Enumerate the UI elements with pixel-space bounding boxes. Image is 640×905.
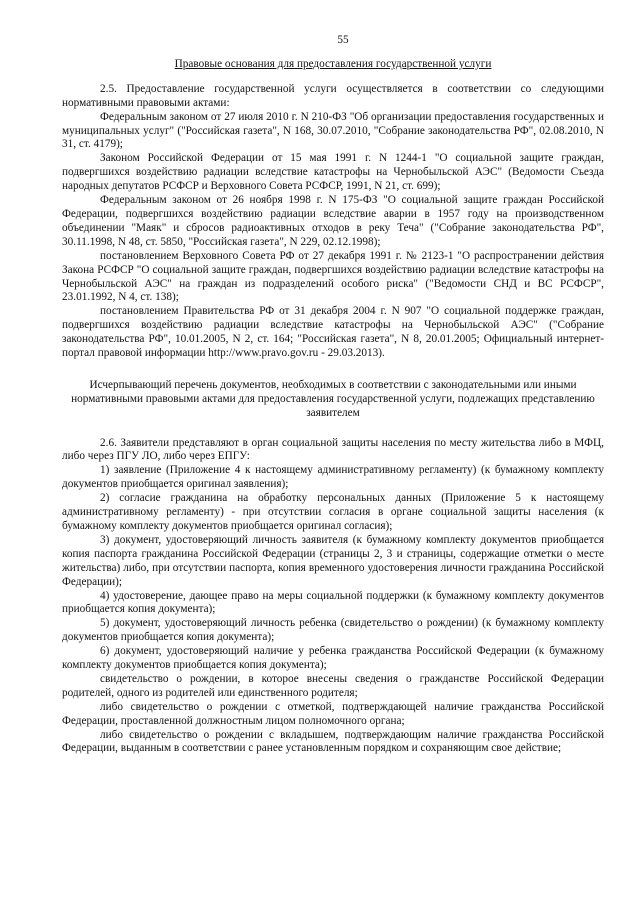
paragraph-birth-certificate-1: свидетельство о рождении, в которое внесены сведения о гражданстве Российской Федерации родителей, одного из родителей или единственного родителя; <box>62 672 604 699</box>
list-item-6: 6) документ, удостоверяющий наличие у ребенка гражданства Российской Федерации (к бумажному комплекту документов приобщается копия документа); <box>62 645 604 672</box>
paragraph-law-1244-1: Законом Российской Федерации от 15 мая 1991 г. N 1244-1 "О социальной защите граждан, подвергшихся воздействию радиации вследствие катастрофы на Чернобыльской АЭС" (Ведомости Съезда народных депутатов РСФСР и Верховного Совета РСФСР, 1991, N 21, ст. 699); <box>62 152 604 193</box>
paragraph-resolution-2123-1: постановлением Верховного Совета РФ от 27 декабря 1991 г. № 2123-1 "О распространении действия Закона РСФСР "О социальной защите граждан, подвергшихся воздействию радиации вследствие катастрофы на Чернобыльской АЭС" на граждан из подразделений особого риска" ("Ведомости СНД и ВС РСФСР", 23.01.1992, N 4, ст. 138); <box>62 249 604 304</box>
paragraph-law-210fz: Федеральным законом от 27 июля 2010 г. N 210-ФЗ "Об организации предоставления государственных и муниципальных услуг" ("Российская газета", N 168, 30.07.2010, "Собрание законодательства РФ", 02.08.2010, N 31, ст. 4179); <box>62 110 604 151</box>
list-item-1: 1) заявление (Приложение 4 к настоящему административному регламенту) (к бумажному комплекту документов приобщается оригинал заявления); <box>62 464 604 491</box>
paragraph-2-5: 2.5. Предоставление государственной услуги осуществляется в соответствии со следующими нормативными правовыми актами: <box>62 82 604 109</box>
list-item-4: 4) удостоверение, дающее право на меры социальной поддержки (к бумажному комплекту документов приобщается копия документа); <box>62 589 604 616</box>
paragraph-2-6: 2.6. Заявители представляют в орган социальной защиты населения по месту жительства либо в МФЦ, либо через ПГУ ЛО, либо через ЕПГУ: <box>62 436 604 463</box>
page-number: 55 <box>337 34 349 46</box>
section-heading-documents-list: Исчерпывающий перечень документов, необходимых в соответствии с законодательными или иными нормативными правовыми актами для предоставления государственной услуги, подлежащих представлению заявителем <box>71 378 595 420</box>
list-item-2: 2) согласие гражданина на обработку персональных данных (Приложение 5 к настоящему административному регламенту) - при отсутствии согласия в органе социальной защиты населения (к бумажному комплекту документов приобщается оригинал согласия); <box>62 492 604 532</box>
list-item-5: 5) документ, удостоверяющий личность ребенка (свидетельство о рождении) (к бумажному комплекту документов приобщается копия документа); <box>62 617 604 644</box>
paragraph-law-175fz: Федеральным законом от 26 ноября 1998 г. N 175-ФЗ "О социальной защите граждан Российской Федерации, подвергшихся воздействию радиации вследствие аварии в 1957 году на производственном объединении "Маяк" и сбросов радиоактивных отходов в реку Теча" ("Собрание законодательства РФ", 30.11.1998, N 48, ст. 5850, "Российская газета", N 229, 02.12.1998); <box>62 194 604 248</box>
section-heading-legal-basis <box>62 58 604 72</box>
paragraph-birth-certificate-3: либо свидетельство о рождении с вкладышем, подтверждающим наличие гражданства Российской Федерации, выданным в соответствии с ранее установленным порядком и сохраняющим свое действие; <box>62 728 604 755</box>
section-heading-legal-basis-text: Правовые основания для предоставления государственной услуги <box>174 57 492 70</box>
paragraph-resolution-907: постановлением Правительства РФ от 31 декабря 2004 г. N 907 "О социальной поддержке граждан, подвергшихся воздействию радиации вследствие катастрофы на Чернобыльской АЭС" ("Собрание законодательства РФ", 10.01.2005, N 2, ст. 164; "Российская газета", N 8, 20.01.2005; Официальный интернет-портал правовой информации http://www.pravo.gov.ru - 29.03.2013). <box>62 305 604 360</box>
paragraph-birth-certificate-2: либо свидетельство о рождении с отметкой, подтверждающей наличие гражданства Российской Федерации, проставленной должностным лицом полномочного органа; <box>62 700 604 727</box>
list-item-3: 3) документ, удостоверяющий личность заявителя (к бумажному комплекту документов приобщается копия паспорта гражданина Российской Федерации (страницы 2, 3 и страницы, содержащие отметки о месте жительства) либо, при отсутствии паспорта, копия временного удостоверения личности гражданина Российской Федерации); <box>62 533 604 588</box>
